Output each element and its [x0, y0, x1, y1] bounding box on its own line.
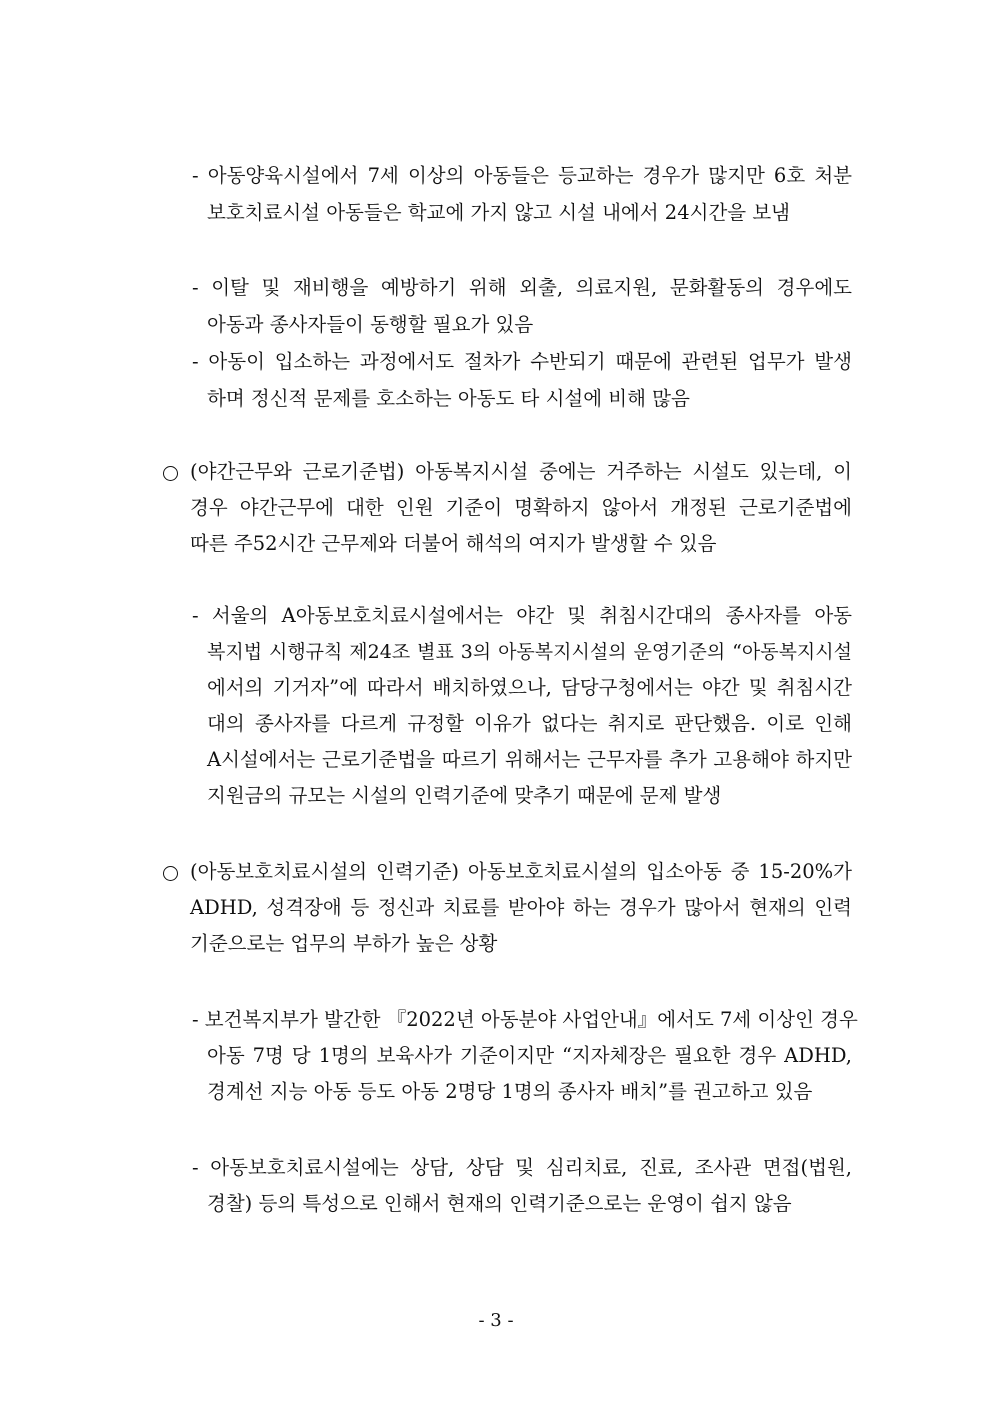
dash3-line2: 하며 정신적 문제를 호소하는 아동도 타 시설에 비해 많음	[207, 387, 690, 410]
dash6-line2: 경찰) 등의 특성으로 인해서 현재의 인력기준으로는 운영이 쉽지 않음	[207, 1192, 792, 1215]
dash2-line1: - 이탈 및 재비행을 예방하기 위해 외출, 의료지원, 문화활동의 경우에도	[192, 276, 852, 299]
dash5-line2: 아동 7명 당 1명의 보육사가 기준이지만 “지자체장은 필요한 경우 ADHD,	[207, 1044, 852, 1067]
circle2-line1: (아동보호치료시설의 인력기준) 아동보호치료시설의 입소아동 중 15-20%가	[190, 860, 852, 883]
dash4-line2: 복지법 시행규칙 제24조 별표 3의 아동복지시설의 운영기준의 “아동복지시설	[207, 641, 852, 663]
circle-bullet-icon	[163, 466, 178, 481]
dash4-line4: 대의 종사자를 다르게 규정할 이유가 없다는 취지로 판단했음. 이로 인해	[207, 712, 852, 735]
circle1-line3: 따른 주52시간 근무제와 더불어 해석의 여지가 발생할 수 있음	[190, 532, 717, 555]
circle2-line3: 기준으로는 업무의 부하가 높은 상황	[190, 932, 498, 955]
dash1-line1: - 아동양육시설에서 7세 이상의 아동들은 등교하는 경우가 많지만 6호 처분	[192, 164, 852, 187]
circle1-line2: 경우 야간근무에 대한 인원 기준이 명확하지 않아서 개정된 근로기준법에	[190, 496, 852, 519]
page-number: - 3 -	[478, 1310, 514, 1331]
dash5-line1: - 보건복지부가 발간한 『2022년 아동분야 사업안내』에서도 7세 이상인 경우	[192, 1008, 858, 1031]
dash2-line2: 아동과 종사자들이 동행할 필요가 있음	[207, 313, 534, 336]
dash6-line1: - 아동보호치료시설에는 상담, 상담 및 심리치료, 진료, 조사관 면접(법원,	[192, 1156, 852, 1179]
circle1-line1: (야간근무와 근로기준법) 아동복지시설 중에는 거주하는 시설도 있는데, 이	[190, 460, 852, 483]
dash1-line2: 보호치료시설 아동들은 학교에 가지 않고 시설 내에서 24시간을 보냄	[207, 201, 791, 224]
dash4-line5: A시설에서는 근로기준법을 따르기 위해서는 근무자를 추가 고용해야 하지만	[207, 748, 852, 771]
dash5-line3: 경계선 지능 아동 등도 아동 2명당 1명의 종사자 배치”를 권고하고 있음	[207, 1080, 813, 1103]
dash3-line1: - 아동이 입소하는 과정에서도 절차가 수반되기 때문에 관련된 업무가 발생	[192, 350, 852, 373]
dash4-line1: - 서울의 A아동보호치료시설에서는 야간 및 취침시간대의 종사자를 아동	[192, 604, 852, 627]
dash4-line6: 지원금의 규모는 시설의 인력기준에 맞추기 때문에 문제 발생	[207, 784, 722, 807]
dash4-line3: 에서의 기거자”에 따라서 배치하였으나, 담당구청에서는 야간 및 취침시간	[207, 676, 852, 699]
circle-bullet-icon	[163, 866, 178, 881]
circle2-line2: ADHD, 성격장애 등 정신과 치료를 받아야 하는 경우가 많아서 현재의 인력	[190, 896, 852, 919]
